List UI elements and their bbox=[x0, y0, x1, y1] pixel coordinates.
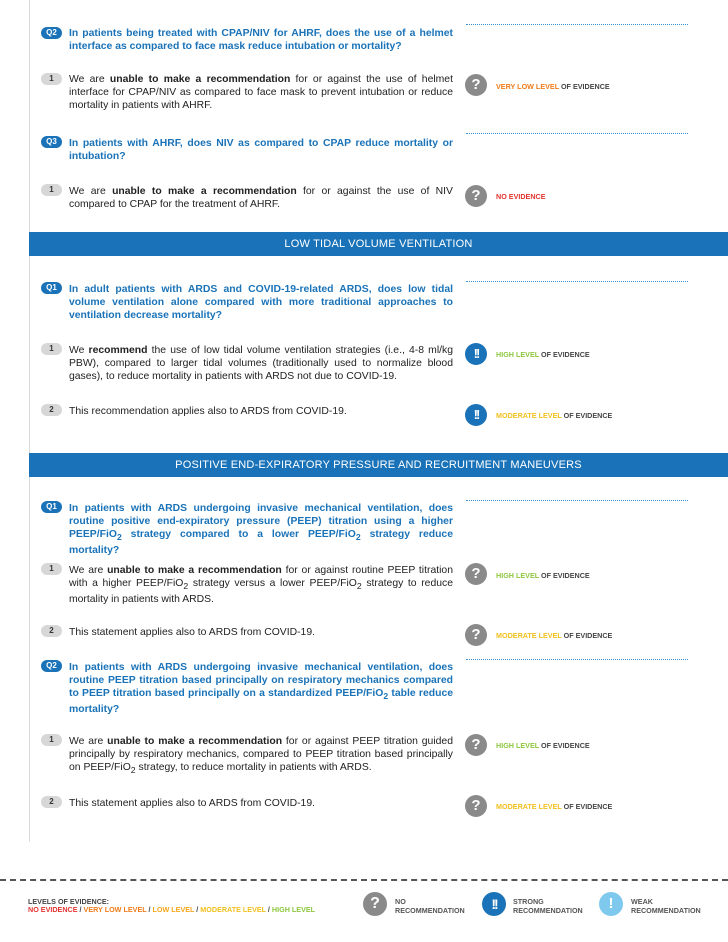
recommendation-number: 1 bbox=[41, 563, 62, 575]
evidence-level: HIGH LEVEL OF EVIDENCE bbox=[496, 571, 590, 580]
recommendation-text: We recommend the use of low tidal volume ventilation strategies (i.e., 4-8 ml/kg PBW), compared to larger tidal volumes (traditionally used to normalize blood gases), to reduce mortality in patients with ARDS not due to COVID-19. bbox=[69, 345, 453, 382]
dotted-divider bbox=[466, 133, 688, 134]
recommendation-number: 1 bbox=[41, 343, 62, 355]
question-text: In patients being treated with CPAP/NIV for AHRF, does the use of a helmet interface as compared to face mask reduce intubation or mortality? bbox=[69, 28, 453, 52]
weak-recommendation-icon: ! bbox=[599, 892, 623, 916]
legend-title: LEVELS OF EVIDENCE: bbox=[28, 897, 110, 906]
legend-no-recommendation: NO RECOMMENDATION bbox=[395, 897, 465, 915]
footer-dashed-divider bbox=[0, 879, 728, 881]
legend-weak-recommendation: WEAK RECOMMENDATION bbox=[631, 897, 701, 915]
question-badge: Q3 bbox=[41, 136, 62, 148]
legend-strong-recommendation: STRONG RECOMMENDATION bbox=[513, 897, 583, 915]
section-header: POSITIVE END-EXPIRATORY PRESSURE AND RECRUITMENT MANEUVERS bbox=[29, 453, 728, 477]
recommendation-number: 1 bbox=[41, 73, 62, 85]
question-icon: ? bbox=[363, 892, 387, 916]
question-badge: Q1 bbox=[41, 501, 62, 513]
recommendation-text: This statement applies also to ARDS from COVID-19. bbox=[69, 798, 316, 809]
recommendation-text: We are unable to make a recommendation for or against PEEP titration guided principally by respiratory mechanics, compared to PEEP titration based principally on PEEP/FiO$_2$ strategy, to reduce mortality in patients with ARDS. bbox=[69, 736, 453, 776]
evidence-level: MODERATE LEVEL OF EVIDENCE bbox=[496, 631, 613, 640]
dotted-divider bbox=[466, 500, 688, 501]
question-icon: ? bbox=[465, 795, 487, 817]
recommendation-number: 2 bbox=[41, 796, 62, 808]
recommendation-text: We are unable to make a recommendation for or against the use of NIV compared to CPAP for the treatment of AHRF. bbox=[69, 186, 453, 210]
strong-recommendation-icon: !! bbox=[482, 892, 506, 916]
recommendation-text: We are unable to make a recommendation for or against the use of helmet interface for CPAP/NIV as compared to face mask to prevent intubation or reduce mortality in patients with AHRF. bbox=[69, 74, 453, 111]
evidence-level: NO EVIDENCE bbox=[496, 192, 546, 201]
question-text: In patients with AHRF, does NIV as compared to CPAP reduce mortality or intubation? bbox=[69, 138, 453, 162]
question-badge: Q2 bbox=[41, 27, 62, 39]
question-icon: ? bbox=[465, 74, 487, 96]
question-text: In patients with ARDS undergoing invasive mechanical ventilation, does routine positive end-expiratory pressure (PEEP) titration using a higher PEEP/FiO$_2$ strategy compared to a lower PEEP/FiO$_2$ strategy reduce mortality? bbox=[69, 503, 453, 557]
question-text: In patients with ARDS undergoing invasive mechanical ventilation, does routine PEEP titration based principally on respiratory mechanics compared to PEEP titration based principally on a standardized PEEP/FiO$_2$ table reduce mortality? bbox=[69, 662, 453, 716]
recommendation-text: This statement applies also to ARDS from COVID-19. bbox=[69, 627, 316, 638]
recommendation-number: 2 bbox=[41, 404, 62, 416]
question-text: In adult patients with ARDS and COVID-19-related ARDS, does low tidal volume ventilation alone compared with more traditional approaches to ventilation decrease mortality? bbox=[69, 284, 453, 321]
recommendation-number: 1 bbox=[41, 734, 62, 746]
evidence-level: MODERATE LEVEL OF EVIDENCE bbox=[496, 802, 613, 811]
strong-recommendation-icon: !! bbox=[465, 404, 487, 426]
recommendation-number: 1 bbox=[41, 184, 62, 196]
dotted-divider bbox=[466, 24, 688, 25]
question-icon: ? bbox=[465, 624, 487, 646]
dotted-divider bbox=[466, 659, 688, 660]
question-badge: Q2 bbox=[41, 660, 62, 672]
question-icon: ? bbox=[465, 734, 487, 756]
recommendation-number: 2 bbox=[41, 625, 62, 637]
legend-levels: NO EVIDENCE / VERY LOW LEVEL / LOW LEVEL / MODERATE LEVEL / HIGH LEVEL bbox=[28, 905, 316, 914]
question-icon: ? bbox=[465, 185, 487, 207]
question-badge: Q1 bbox=[41, 282, 62, 294]
section-header: LOW TIDAL VOLUME VENTILATION bbox=[29, 232, 728, 256]
recommendation-text: We are unable to make a recommendation for or against routine PEEP titration with a higher PEEP/FiO$_2$ strategy versus a lower PEEP/FiO$_2$ strategy to reduce mortality in patients with ARDS. bbox=[69, 565, 453, 606]
evidence-level: HIGH LEVEL OF EVIDENCE bbox=[496, 350, 590, 359]
evidence-level: VERY LOW LEVEL OF EVIDENCE bbox=[496, 82, 610, 91]
dotted-divider bbox=[466, 281, 688, 282]
evidence-level: MODERATE LEVEL OF EVIDENCE bbox=[496, 411, 613, 420]
recommendation-text: This recommendation applies also to ARDS from COVID-19. bbox=[69, 406, 347, 417]
question-icon: ? bbox=[465, 563, 487, 585]
left-margin-rule bbox=[29, 0, 30, 842]
evidence-level: HIGH LEVEL OF EVIDENCE bbox=[496, 741, 590, 750]
strong-recommendation-icon: !! bbox=[465, 343, 487, 365]
